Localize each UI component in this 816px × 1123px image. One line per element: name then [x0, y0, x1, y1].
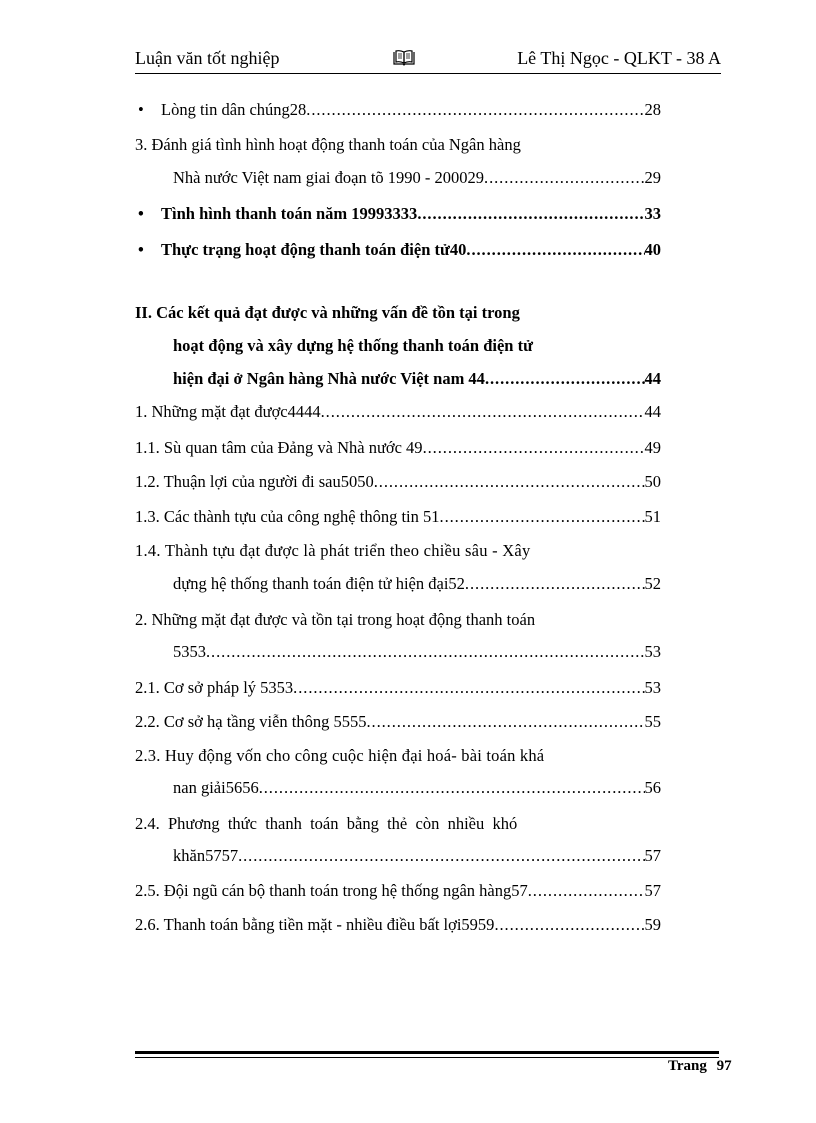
footer-rule [135, 1057, 719, 1058]
toc-entry [135, 202, 661, 226]
toc-page-number: 52 [644, 574, 661, 593]
toc-entry [135, 400, 661, 424]
dot-leader [366, 710, 644, 734]
toc-entry-continuation [135, 776, 661, 800]
toc-page-number: 53 [644, 642, 661, 661]
toc-page-number: 57 [644, 881, 661, 900]
toc-page-number: 50 [644, 472, 661, 491]
toc-section-heading [135, 301, 661, 325]
toc-entry [135, 98, 661, 122]
toc-entry-title: 2.6. Thanh toán bằng tiền mặt - nhiều điều bất lợi5959 [135, 915, 495, 934]
page-footer [668, 1058, 732, 1075]
toc-entry-title: 2.4. Phương thức thanh toán bằng thẻ còn nhiều khó [135, 814, 518, 833]
toc-entry-title: 2. Những mặt đạt được và tồn tại trong hoạt động thanh toán [135, 610, 536, 629]
toc-entry-title: Tình hình thanh toán năm 19993333 [161, 204, 418, 223]
toc-page-number: 40 [644, 240, 661, 259]
toc-entry-title: Nhà nước Việt nam giai đoạn tõ 1990 - 200029 [173, 168, 485, 187]
toc-entry [135, 470, 661, 494]
toc-entry-title: Thực trạng hoạt động thanh toán điện tử40 [161, 240, 467, 259]
toc-entry-title: Lòng tin dân chúng28 [161, 100, 307, 119]
toc-page-number: 56 [644, 778, 661, 797]
toc-page-number: 51 [644, 507, 661, 526]
toc-entry [135, 238, 661, 262]
footer-page-label: Trang [668, 1058, 707, 1074]
toc-entry [135, 913, 661, 937]
toc-entry [135, 879, 661, 903]
dot-leader [417, 202, 644, 226]
toc-entry-title: hoạt động và xây dựng hệ thống thanh toán điện tử [173, 336, 533, 355]
toc-entry-title: 2.5. Đội ngũ cán bộ thanh toán trong hệ thống ngân hàng57 [135, 881, 528, 900]
toc-entry [135, 812, 661, 836]
toc-entry-title: khăn5757 [173, 846, 239, 865]
toc-entry [135, 710, 661, 734]
toc-page-number: 44 [644, 402, 661, 421]
dot-leader [465, 572, 645, 596]
header-rule [135, 73, 721, 74]
toc-entry [135, 676, 661, 700]
toc-entry-title: 2.2. Cơ sở hạ tầng viễn thông 5555 [135, 712, 367, 731]
toc-entry-title: 1.1. Sù quan tâm của Đảng và Nhà nước 49 [135, 438, 423, 457]
dot-leader [259, 776, 645, 800]
toc-entry [135, 436, 661, 460]
header-thesis-label: Luận văn tốt nghiệp [135, 48, 280, 68]
toc-entry-continuation [135, 334, 661, 358]
open-book-icon [393, 50, 415, 71]
dot-leader [466, 238, 644, 262]
dot-leader [528, 879, 645, 903]
dot-leader [423, 436, 645, 460]
bullet-icon: • [138, 204, 144, 223]
toc-entry [135, 505, 661, 529]
toc-page-number: 49 [644, 438, 661, 457]
toc-entry-title: nan giải5656 [173, 778, 259, 797]
toc-entry-title: 1.4. Thành tựu đạt được là phát triển theo chiều sâu - Xây [135, 541, 531, 560]
toc-entry-title: 1.3. Các thành tựu của công nghệ thông tin 51 [135, 507, 440, 526]
toc-entry [135, 133, 661, 157]
dot-leader [238, 844, 644, 868]
toc-entry [135, 539, 661, 563]
dot-leader [440, 505, 645, 529]
dot-leader [485, 367, 645, 391]
toc-entry-title: 3. Đánh giá tình hình hoạt động thanh toán của Ngân hàng [135, 135, 521, 154]
footer-page-number: 97 [716, 1058, 732, 1074]
toc-entry-title: 1. Những mặt đạt được4444 [135, 402, 321, 421]
dot-leader [306, 98, 644, 122]
bullet-icon: • [138, 100, 144, 119]
dot-leader [494, 913, 644, 937]
dot-leader [293, 676, 644, 700]
toc-entry-title: dựng hệ thống thanh toán điện tử hiện đại52 [173, 574, 465, 593]
toc-entry-continuation [135, 572, 661, 596]
dot-leader [321, 400, 645, 424]
toc-entry-title: hiện đại ở Ngân hàng Nhà nước Việt nam 44 [173, 369, 485, 388]
dot-leader [484, 166, 644, 190]
header-author-label: Lê Thị Ngọc - QLKT - 38 A [517, 48, 721, 68]
toc-entry-title: 2.3. Huy động vốn cho công cuộc hiện đại hoá- bài toán khá [135, 746, 545, 765]
toc-entry-continuation [135, 166, 661, 190]
toc-page-number: 33 [644, 204, 661, 223]
toc-entry [135, 608, 661, 632]
dot-leader [374, 470, 645, 494]
dot-leader [206, 640, 645, 664]
bullet-icon: • [138, 240, 144, 259]
toc-entry-continuation [135, 367, 661, 391]
toc-entry-continuation [135, 640, 661, 664]
toc-entry [135, 744, 661, 768]
toc-page-number: 55 [644, 712, 661, 731]
toc-page-number: 53 [644, 678, 661, 697]
footer-rule [135, 1051, 719, 1054]
toc-entry-continuation [135, 844, 661, 868]
toc-entry-title: II. Các kết quả đạt được và những vấn đề tồn tại trong [135, 303, 520, 322]
toc-entry-title: 1.2. Thuận lợi của người đi sau5050 [135, 472, 374, 491]
toc-page-number: 57 [644, 846, 661, 865]
page-header [135, 48, 721, 74]
toc-entry-title: 2.1. Cơ sở pháp lý 5353 [135, 678, 294, 697]
toc-page-number: 59 [644, 915, 661, 934]
toc-entry-title: 5353 [173, 642, 206, 661]
toc-page-number: 28 [644, 100, 661, 119]
toc-page-number: 44 [644, 369, 661, 388]
toc-page-number: 29 [644, 168, 661, 187]
